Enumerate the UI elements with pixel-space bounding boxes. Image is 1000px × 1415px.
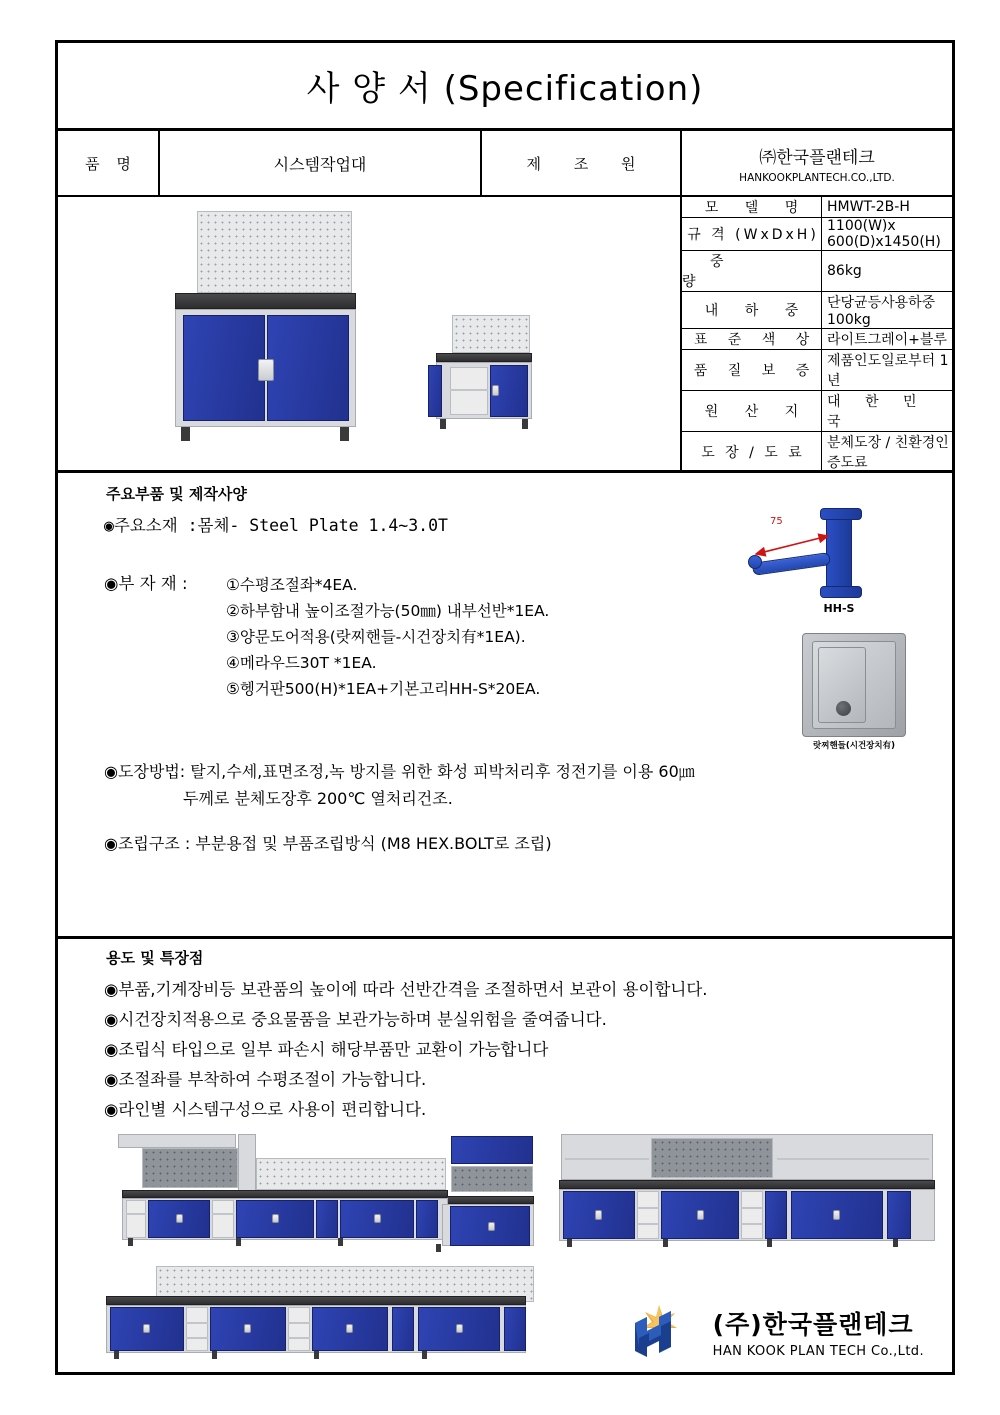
system-image-top-left <box>106 1134 536 1259</box>
spec-key-dimensions: 규 격 (WxDxH) <box>682 218 822 250</box>
hook-image-hh-s <box>736 508 896 618</box>
product-name-value-cell <box>160 131 482 195</box>
spec-row <box>682 432 952 472</box>
company-logo <box>629 1301 924 1363</box>
manufacturer-label: 제 조 원 <box>526 154 650 173</box>
spec-row <box>682 197 952 218</box>
feature-item: ◉조절좌를 부착하여 수평조절이 가능합니다. <box>104 1070 427 1089</box>
subpart-item: ①수평조절좌*4EA. <box>226 576 358 594</box>
spec-row <box>682 251 952 292</box>
product-and-spec-block <box>58 197 952 473</box>
spec-value-load-capacity: 단당균등사용하중 100kg <box>827 295 936 328</box>
painting-method-line-1: ◉도장방법: 탈지,수세,표면조정,녹 방지를 위한 화성 피박처리후 정전기를 이용 60㎛ <box>104 762 695 781</box>
spec-row <box>682 350 952 391</box>
logo-text-block <box>713 1305 924 1359</box>
assembly-structure-line: ◉조립구조 : 부분용접 및 부품조립방식 (M8 HEX.BOLT로 조립) <box>104 834 552 853</box>
logo-mark-icon <box>629 1301 703 1363</box>
subpart-item: ②하부함내 높이조절가능(50㎜) 내부선반*1EA. <box>226 602 550 620</box>
feature-item: ◉라인별 시스템구성으로 사용이 편리합니다. <box>104 1100 427 1119</box>
logo-company-korean: (주)한국플랜테크 <box>712 1310 914 1339</box>
feature-item: ◉조립식 타입으로 일부 파손시 해당부품만 교환이 가능합니다 <box>104 1040 549 1059</box>
spec-key-load-capacity: 내 하 중 <box>682 292 822 328</box>
spec-row <box>682 329 952 350</box>
document-title-row <box>58 43 952 131</box>
feature-item: ◉부품,기계장비등 보관품의 높이에 따라 선반간격을 조절하면서 보관이 용이합니다. <box>104 980 708 999</box>
spec-value-model: HMWT-2B-H <box>827 199 910 215</box>
manufacturer-value-cell <box>682 131 952 195</box>
features-section <box>58 939 952 1120</box>
product-image-open-door <box>428 315 538 435</box>
spec-value-standard-color: 라이트그레이+블루 <box>827 332 947 348</box>
spec-value-weight: 86kg <box>827 263 862 279</box>
specification-table <box>682 197 952 470</box>
page-title: 사 양 서 (Specification) <box>306 69 704 109</box>
product-name-label: 품 명 <box>85 154 137 173</box>
lock-cylinder-icon <box>836 701 851 716</box>
spec-key-coating: 도 장 / 도 료 <box>682 432 822 472</box>
subpart-item: ⑤헹거판500(H)*1EA+기본고리HH-S*20EA. <box>226 680 541 698</box>
spec-value-coating: 분체도장 / 친환경인증도료 <box>827 435 949 471</box>
product-name-value: 시스템작업대 <box>273 154 367 174</box>
dimension-arrow-icon <box>750 530 836 560</box>
system-image-bottom-left <box>106 1266 536 1376</box>
product-name-label-cell <box>58 131 160 195</box>
feature-item: ◉시건장치적용으로 중요물품을 보관가능하며 분실위험을 줄여줍니다. <box>104 1010 607 1029</box>
spec-key-origin: 원 산 지 <box>682 391 822 431</box>
spec-value-warranty: 제품인도일로부터 1년 <box>827 353 949 389</box>
parts-section-heading: 주요부품 및 제작사양 <box>106 485 247 503</box>
spec-key-standard-color: 표 준 색 상 <box>682 329 822 349</box>
subpart-item: ③양문도어적용(랏찌핸들-시건장치有*1EA). <box>226 628 526 646</box>
spec-row <box>682 218 952 251</box>
product-photo-cell <box>58 197 682 470</box>
identity-row <box>58 131 952 197</box>
manufacturer-label-cell <box>482 131 682 195</box>
spec-row <box>682 391 952 432</box>
features-section-heading: 용도 및 특장점 <box>106 949 204 967</box>
spec-row <box>682 292 952 329</box>
spec-key-weight: 중 량 <box>682 251 822 291</box>
system-configuration-gallery <box>58 1126 952 1381</box>
system-image-top-right <box>553 1134 943 1259</box>
spec-value-origin: 대 한 민 국 <box>827 394 927 430</box>
spec-key-warranty: 품 질 보 증 <box>682 350 822 390</box>
latch-handle-caption: 랏찌핸들(시건장치有) <box>813 741 895 751</box>
spec-key-model: 모 델 명 <box>682 197 822 217</box>
latch-handle-image <box>796 633 916 758</box>
logo-company-english: HAN KOOK PLAN TECH Co.,Ltd. <box>712 1344 924 1359</box>
subparts-label: ◉부 자 재 : <box>104 574 188 593</box>
parts-and-manufacturing-section <box>58 473 952 939</box>
manufacturer-name-korean: ㈜한국플랜테크 <box>759 147 875 168</box>
subpart-item: ④메라우드30T *1EA. <box>226 654 377 672</box>
product-image-main <box>154 211 359 451</box>
specification-document <box>55 40 955 1375</box>
main-material-line: ◉주요소재 :몸체- Steel Plate 1.4~3.0T <box>104 516 448 535</box>
manufacturer-name-english: HANKOOKPLANTECH.CO.,LTD. <box>739 171 895 184</box>
painting-method-line-2: 두께로 분체도장후 200℃ 열처리건조. <box>183 789 453 808</box>
hook-dimension-label: 75 <box>770 516 783 527</box>
hook-caption: HH-S <box>823 602 855 615</box>
spec-value-dimensions: 1100(W)x 600(D)x1450(H) <box>827 218 941 250</box>
